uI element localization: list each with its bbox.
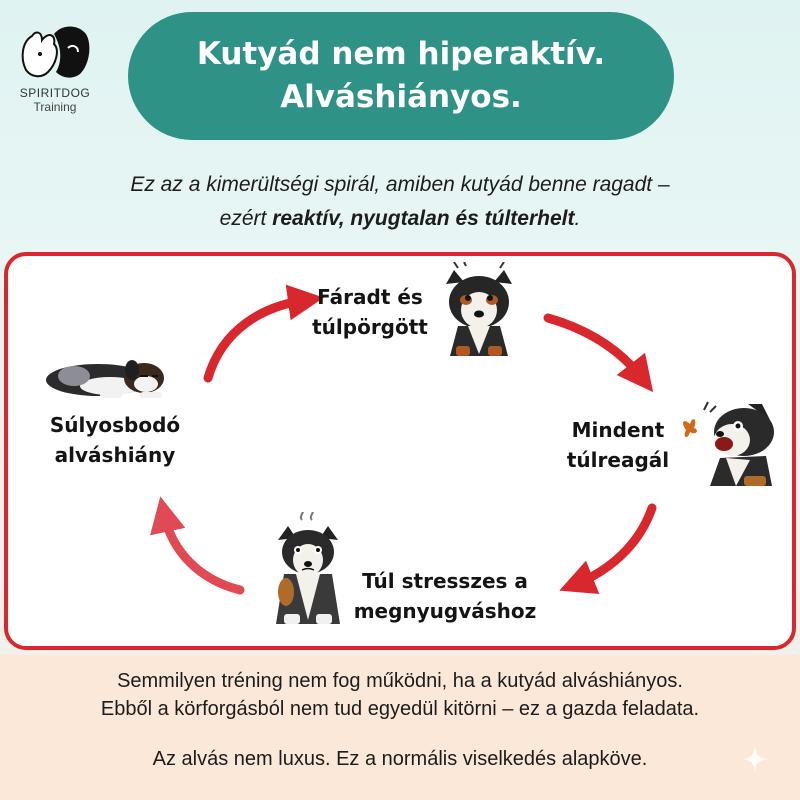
node-right-line-1: Mindent [571, 418, 665, 442]
node-top-line-2: túlpörgött [312, 315, 428, 339]
arrow-bottom-right [576, 508, 652, 584]
arrow-top-left [208, 300, 306, 378]
footer-line-3: Az alvás nem luxus. Ez a normális viselkedés alapköve. [152, 748, 648, 770]
node-bottom-line-1: Túl stresszes a [362, 569, 528, 593]
node-right-line-2: túlreagál [566, 448, 670, 472]
node-label-top [300, 282, 440, 342]
node-bottom-line-2: megnyugváshoz [353, 599, 537, 623]
node-left-line-1: Súlyosbodó [49, 413, 181, 437]
sleeping-dog-icon [40, 336, 170, 400]
title-line-1: Kutyád nem hiperaktív. [196, 36, 606, 72]
subtitle-line-1: Ez az a kimerültségi spirál, amiben kutyád benne ragadt – [130, 173, 670, 196]
node-label-right [548, 415, 688, 475]
subtitle-prefix: ezért [219, 207, 273, 230]
footer-line-1: Semmilyen tréning nem fog működni, ha a kutyád alváshiányos. [117, 670, 683, 692]
tired-dog-icon [436, 262, 522, 358]
node-left-line-2: alváshiány [54, 443, 176, 467]
footer-line-2: Ebből a körforgásból nem tud egyedül kitörni – ez a gazda feladata. [100, 698, 700, 720]
title-line-2: Alváshiányos. [280, 79, 522, 115]
node-top-line-1: Fáradt és [317, 285, 423, 309]
node-label-bottom [330, 566, 560, 626]
logo-sub: Training [33, 100, 77, 114]
node-label-left [30, 410, 200, 470]
sparkle-icon [742, 746, 768, 772]
subtitle-bold: reaktív, nyugtalan és túlterhelt [272, 207, 575, 230]
subtitle-suffix: . [574, 207, 581, 230]
barking-dog-icon [680, 400, 780, 488]
arrow-bottom-left [164, 514, 240, 590]
footer-paragraph [0, 667, 800, 723]
footer-panel [0, 655, 800, 800]
logo-brand: SPIRITDOG [19, 86, 91, 100]
arrow-top-right [548, 318, 642, 378]
